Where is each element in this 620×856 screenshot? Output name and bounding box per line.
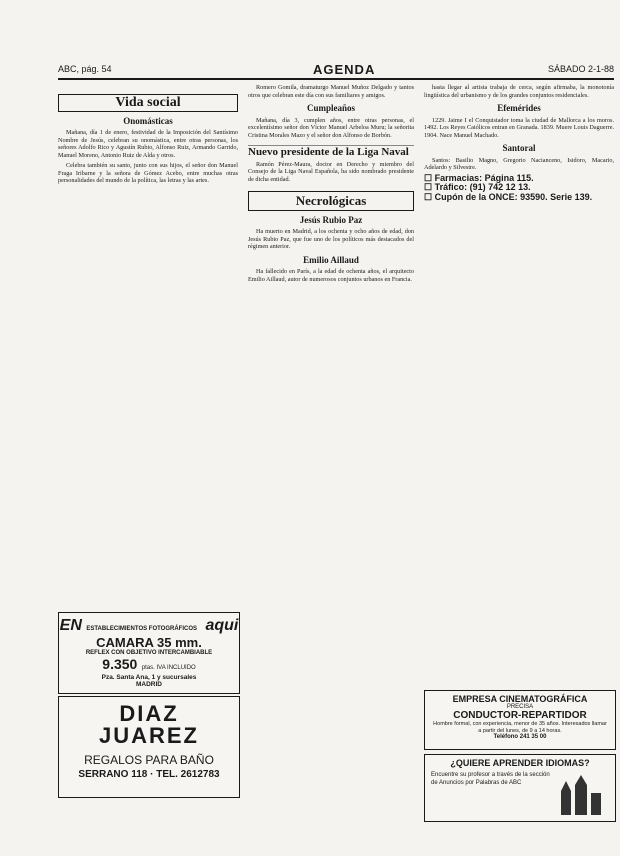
ad-idiomas: [424, 754, 616, 822]
obituary-jesus-text: Ha muerto en Madrid, a los ochenta y ocho años de edad, don Jesús Rubio Paz, que fue uno de los políticos más destacados del régimen anterior.: [248, 228, 414, 250]
checkbox-icon: ☐: [424, 172, 435, 183]
ad-diaz-name-1: DIAZ: [119, 701, 179, 726]
ad-foto-flash: REFLEX CON OBJETIVO INTERCAMBIABLE: [85, 650, 213, 656]
ad-diaz-name-2: JUAREZ: [98, 723, 199, 748]
ad-empresa-role: CONDUCTOR-REPARTIDOR: [453, 710, 587, 721]
obituary-emilio-text: Ha fallecido en París, a la edad de ochenta años, el arquitecto Emilio Aillaud, autor de numerosos conjuntos urbanos en Francia.: [248, 268, 414, 283]
trafico-line: ☐ Tráfico: (91) 742 12 13.: [424, 182, 531, 192]
liga-naval-heading: Nuevo presidente de la Liga Naval: [248, 145, 414, 157]
vida-social-paragraph: Celebra también su santo, junto con sus hijos, el señor don Manuel Fraga Iribarne y la señora de Gómez Acebo, entre muchas otras personalidades del mundo de la política, las letras y las artes.: [58, 162, 238, 184]
ad-idiomas-text: Encuentre su profesor a través de la sección de Anuncios por Palabras de ABC: [431, 772, 550, 786]
liga-naval-text: Ramón Pérez-Maura, doctor en Derecho y miembro del Consejo de la Liga Naval Española, ha sido nombrado presidente de dicha entidad.: [248, 160, 414, 183]
ad-empresa-text: Hombre formal, con experiencia, menor de 35 años. Interesados llamar a partir del lunes, de 9 a 14 horas.: [433, 721, 607, 734]
column-center: [248, 84, 414, 854]
onomasticas-heading: Onomásticas: [123, 115, 173, 126]
ad-diaz-slogan: REGALOS PARA BAÑO: [84, 753, 214, 767]
page-number: ABC, pág. 54: [58, 64, 112, 74]
section-title: AGENDA: [313, 62, 376, 77]
obituary-jesus-heading: Jesús Rubio Paz: [299, 214, 363, 225]
checkbox-icon: ☐: [424, 191, 435, 202]
ad-foto-city: MADRID: [136, 681, 162, 688]
ad-foto-price: 9.350: [102, 656, 138, 672]
ad-fotograficos: [58, 612, 240, 694]
cumpleanos-text: Mañana, día 3, cumplen años, entre otras personas, el excelentísimo señor don Víctor Manuel Arbeloa Muru; la señorita Cristina Morales Mazo y el señor don Alfonso de Borbón.: [248, 116, 414, 139]
ad-foto-price-note: ptas. IVA INCLUIDO: [141, 665, 196, 671]
ad-idiomas-heading: ¿QUIERE APRENDER IDIOMAS?: [450, 758, 590, 768]
ad-foto-camera: CAMARA 35 mm.: [96, 635, 202, 650]
vida-social-title: Vida social: [58, 94, 238, 112]
efemerides-text: 1229. Jaime I el Conquistador toma la ciudad de Mallorca a los moros. 1492. Los Reyes Católicos entran en Granada. 1839. Muere Louis Daguerre. 1904. Nace Manuel Machado.: [424, 116, 614, 139]
efemerides-heading: Efemérides: [497, 103, 541, 113]
col3-intro: hasta llegar al artista trabaja de cerca, según afirmaba, la monotonía lingüística del urbanismo y de los grandes conjuntos residenciales.: [424, 84, 614, 99]
vida-social-paragraph: Mañana, día 1 de enero, festividad de la Imposición del Santísimo Nombre de Jesús, celebran su onomástica, entre otras personas, los señores Adolfo Rico y Agustín Rubio, Alfonso Ruiz, Armando Garrido, Manuel Moreno, Antonio Ruiz de Alda y otros.: [58, 129, 238, 159]
col2-intro: Romero Gomila, dramaturgo Manuel Muñoz Delgado y tantos otros que celebran este día con sus familiares y amigos.: [248, 84, 414, 99]
necrologicas-title: Necrológicas: [248, 191, 414, 211]
obituary-emilio-heading: Emilio Aillaud: [303, 254, 359, 265]
cumpleanos-heading: Cumpleaños: [306, 103, 355, 113]
column-vida-social: [58, 84, 238, 604]
page-header: [58, 62, 614, 80]
column-right: [424, 84, 614, 684]
santoral-text: Santos: Basilio Magno, Gregorio Nacianceno, Isidoro, Macario, Adelardo y Silvestre.: [424, 156, 614, 171]
ad-diaz-address: SERRANO 118 · TEL. 2612783: [78, 769, 220, 780]
ad-diaz-juarez: [58, 696, 240, 798]
ad-foto-logo: EN: [59, 617, 82, 634]
ad-empresa-cinematografica: [424, 690, 616, 750]
cupon-line: ☐ Cupón de la ONCE: 93590. Serie 139.: [424, 191, 593, 202]
page-date: SÁBADO 2-1-88: [547, 64, 614, 74]
ad-empresa-needs: PRECISA: [506, 704, 534, 710]
landmark-illustration-icon: [557, 775, 607, 815]
checkbox-icon: ☐: [424, 182, 435, 192]
ad-foto-subtitle: ESTABLECIMIENTOS FOTOGRÁFICOS: [86, 626, 197, 632]
santoral-heading: Santoral: [502, 143, 536, 153]
ad-empresa-heading: EMPRESA CINEMATOGRÁFICA: [452, 694, 588, 704]
ad-foto-address: Pza. Santa Ana, 1 y sucursales: [101, 674, 197, 681]
ad-empresa-phone: Teléfono 241 35 00: [493, 734, 547, 740]
farmacias-line: ☐ Farmacias: Página 115.: [424, 172, 534, 183]
ad-foto-brand: aqui: [205, 617, 239, 634]
